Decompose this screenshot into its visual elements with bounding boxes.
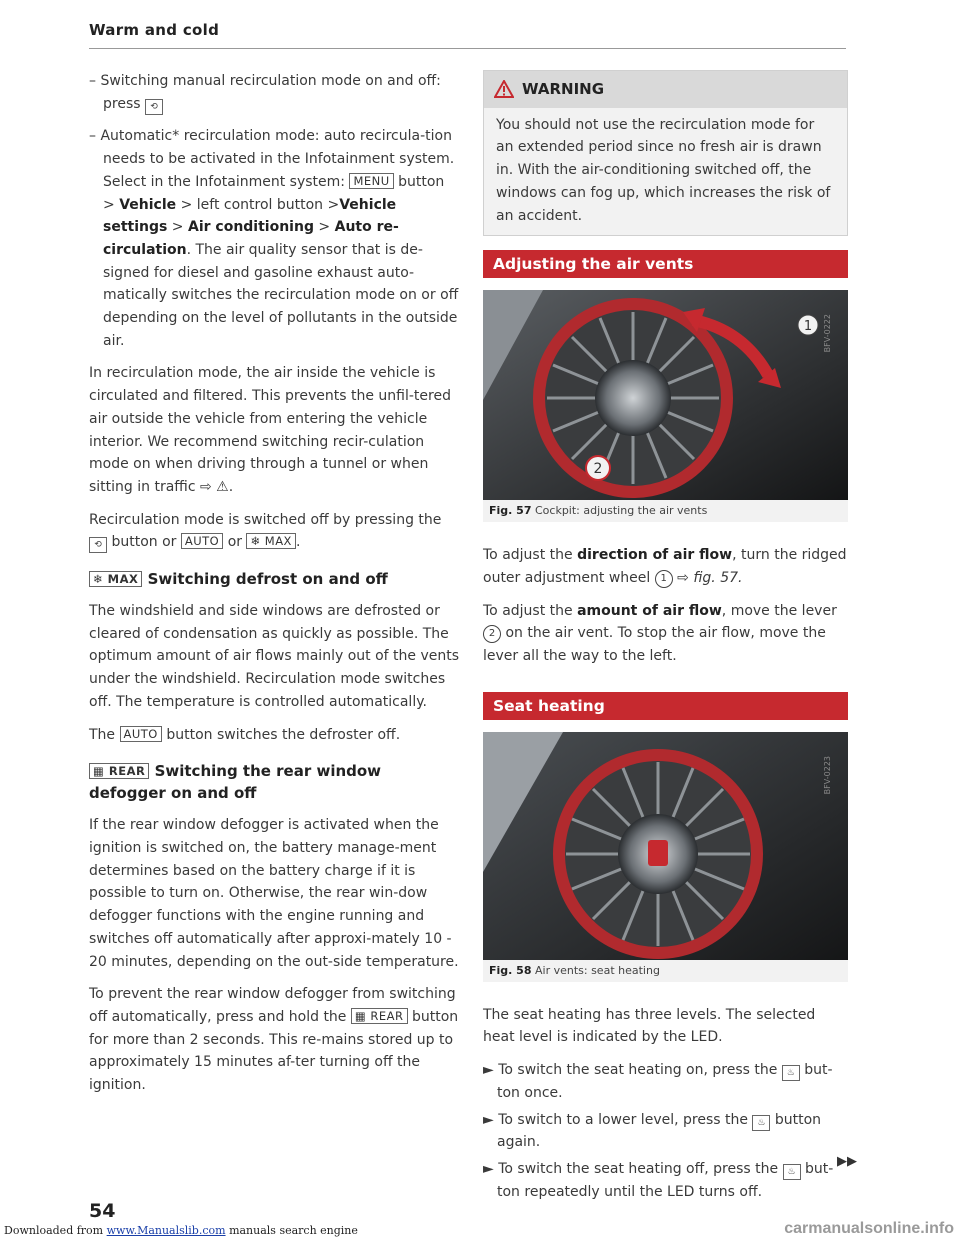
bullet-auto-recirc: – Automatic* recirculation mode: auto recircula-tion needs to be activated in the Infotainment system. Select in the Infotainment system: MENU button > Vehicle > left control button >Vehicle settings > Air conditioning > Auto re-circulation. The air quality sensor that is de-signed for diesel and gasoline exhaust auto-matically switches the recirculation mode on or off depending on the level of pollutants in the outside air. bbox=[89, 128, 459, 349]
seat-heating-vent-illustration bbox=[483, 732, 848, 960]
rear-key: ▦ REAR bbox=[351, 1008, 408, 1024]
figure-58 bbox=[483, 732, 848, 960]
section-title: Warm and cold bbox=[89, 21, 220, 39]
right-column bbox=[483, 70, 848, 1207]
figure-code: BFV-0222 bbox=[823, 314, 833, 353]
step-seat-off: ► To switch the seat heating off, press the ♨ but-ton repeatedly until the LED turns off. bbox=[483, 1160, 834, 1200]
warning-ref-icon: ⇨ ⚠. bbox=[199, 478, 234, 495]
banner-air-vents: Adjusting the air vents bbox=[483, 250, 848, 278]
seat-heating-key-icon: ♨ bbox=[752, 1115, 770, 1131]
footer-link[interactable]: www.Manualslib.com bbox=[106, 1224, 226, 1237]
figure-57 bbox=[483, 290, 848, 500]
max-key: ❄ MAX bbox=[89, 571, 142, 587]
footer-source: Downloaded from www.Manualslib.com manuals search engine bbox=[4, 1224, 358, 1237]
page-header bbox=[89, 20, 846, 49]
warning-text: You should not use the recirculation mode for an extended period since no fresh air is drawn in. With the air-conditioning switched off, the windows can fog up, which increases the risk of an accident. bbox=[496, 116, 831, 224]
svg-text:1: 1 bbox=[803, 319, 813, 335]
recirculation-key-icon: ⟲ bbox=[145, 99, 163, 115]
footer-watermark: carmanualsonline.info bbox=[784, 1220, 954, 1237]
paragraph-direction: To adjust the direction of air flow, turn the ridged outer adjustment wheel 1 ⇨ fig. 57. bbox=[483, 547, 847, 586]
paragraph-rear-hold: To prevent the rear window defogger from switching off automatically, press and hold the ▦ REAR button for more than 2 seconds. This re-mains stored up to approximately 15 minutes af-ter turning off the ignition. bbox=[89, 986, 459, 1094]
figure-57-caption: Fig. 57 Cockpit: adjusting the air vents bbox=[483, 500, 848, 522]
warning-triangle-icon bbox=[494, 80, 514, 98]
step-seat-lower: ► To switch to a lower level, press the ♨ button again. bbox=[483, 1111, 822, 1151]
seat-heating-key-icon: ♨ bbox=[782, 1065, 800, 1081]
paragraph-amount: To adjust the amount of air flow, move the lever 2 on the air vent. To stop the air flow, move the lever all the way to the left. bbox=[483, 602, 837, 665]
page-number: 54 bbox=[89, 1200, 116, 1222]
recirculation-key-icon: ⟲ bbox=[89, 537, 107, 553]
menu-key: MENU bbox=[349, 173, 393, 189]
paragraph-defrost: The windshield and side windows are defrosted or cleared of condensation as quickly as possible. The optimum amount of air flows mainly out of the vents under the windshield. Recirculation mode switches off. The temperature is controlled automatically. bbox=[89, 603, 460, 710]
continue-arrow-icon: ▶▶ bbox=[837, 1154, 857, 1169]
air-vent-illustration bbox=[483, 290, 848, 500]
warning-header: WARNING bbox=[484, 71, 847, 108]
step-seat-on: ► To switch the seat heating on, press the ♨ but-ton once. bbox=[483, 1062, 833, 1101]
figure-code: BFV-0223 bbox=[823, 755, 833, 795]
paragraph-auto-off: The AUTO button switches the defroster off. bbox=[89, 726, 401, 743]
left-column bbox=[89, 70, 459, 1107]
max-key: ❄ MAX bbox=[246, 533, 295, 549]
warning-box bbox=[483, 70, 848, 236]
rear-key: ▦ REAR bbox=[89, 763, 149, 779]
paragraph-recirc-off: Recirculation mode is switched off by pressing the ⟲ button or AUTO or ❄ MAX . bbox=[89, 509, 459, 554]
seat-heating-key-icon: ♨ bbox=[783, 1164, 801, 1180]
figure-58-caption: Fig. 58 Air vents: seat heating bbox=[483, 960, 848, 982]
heading-defrost: ❄ MAX Switching defrost on and off bbox=[89, 568, 459, 590]
callout-1-icon: 1 bbox=[655, 570, 673, 588]
bullet-manual-recirc: – Switching manual recirculation mode on and off: press ⟲ bbox=[89, 70, 459, 115]
auto-key: AUTO bbox=[120, 726, 162, 742]
paragraph-recirc-mode: In recirculation mode, the air inside the vehicle is circulated and filtered. This prevents the unfil-tered air outside the vehicle from entering the vehicle interior. We recommend switching recir-culation mode on when driving through a tunnel or when sitting in traffic ⇨ ⚠. bbox=[89, 365, 451, 495]
heading-rear-defogger: ▦ REAR Switching the rear window defogger on and off bbox=[89, 762, 382, 803]
paragraph-rear-defogger: If the rear window defogger is activated when the ignition is switched on, the battery manage-ment determines based on the battery charge if it is possible to turn on. Otherwise, the rear win-dow defogger functions with the engine running and switches off automatically after approxi-mately 10 - 20 minutes, depending on the out-side temperature. bbox=[89, 817, 459, 970]
banner-seat-heating: Seat heating bbox=[483, 692, 848, 720]
auto-key: AUTO bbox=[181, 533, 223, 549]
paragraph-seat-levels: The seat heating has three levels. The selected heat level is indicated by the LED. bbox=[483, 1006, 816, 1046]
callout-2-icon: 2 bbox=[483, 625, 501, 643]
svg-text:2: 2 bbox=[593, 461, 603, 478]
